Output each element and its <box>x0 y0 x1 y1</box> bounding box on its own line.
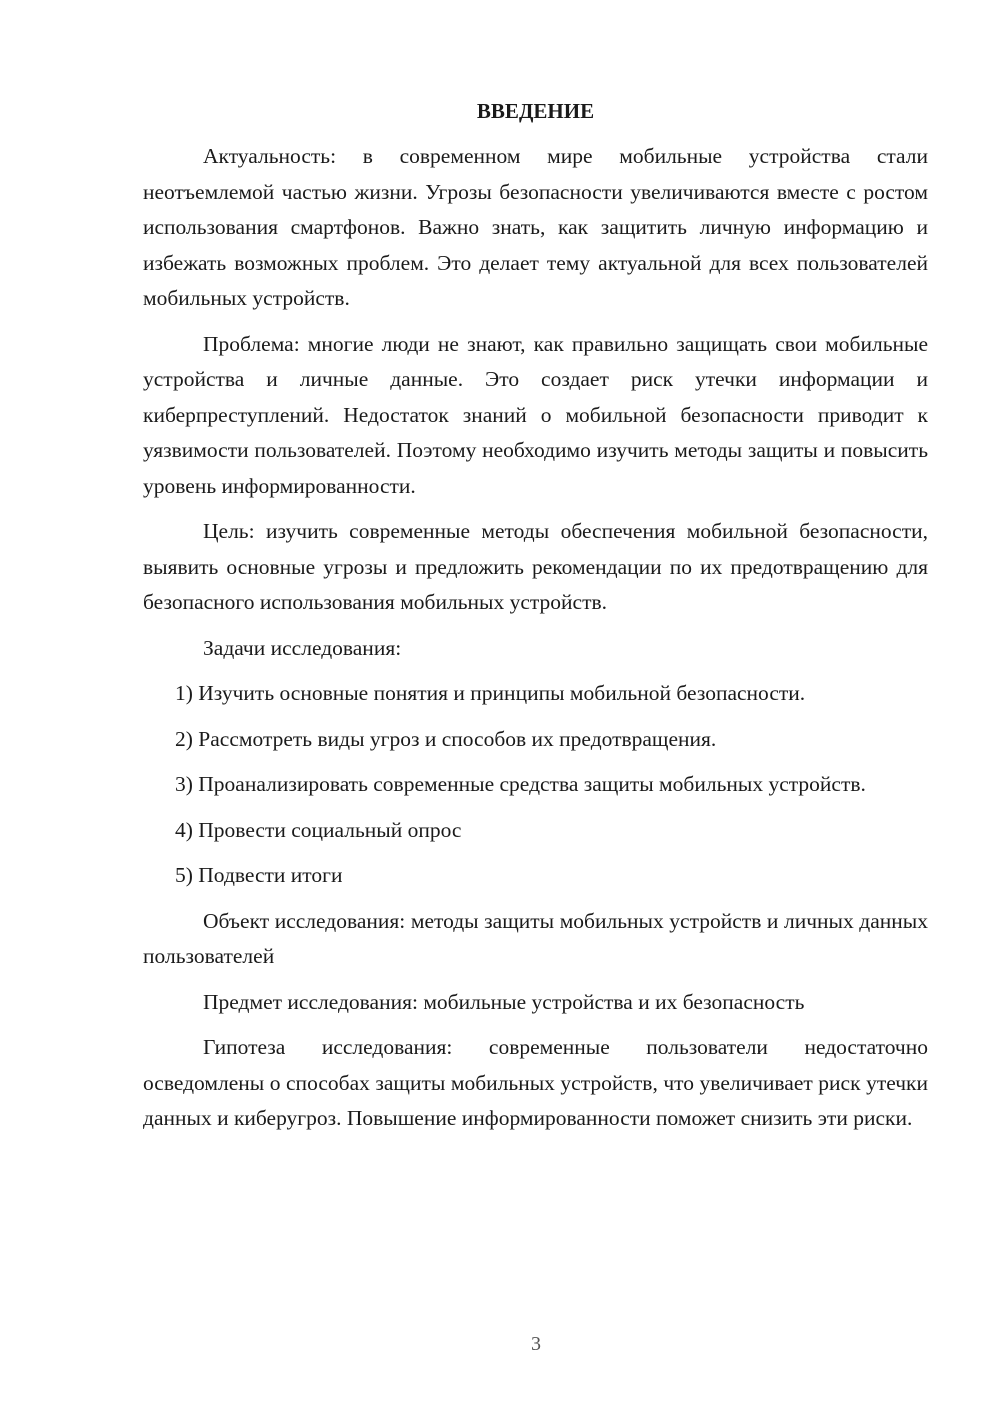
object-paragraph: Объект исследования: методы защиты мобильных устройств и личных данных пользователей <box>143 908 928 968</box>
document-page <box>143 94 928 1147</box>
relevance-paragraph: Актуальность: в современном мире мобильные устройства стали неотъемлемой частью жизни. Угрозы безопасности увеличиваются вместе с ростом использования смартфонов. Важно знать, как защитить личную информацию и избежать возможных проблем. Это делает тему актуальной для всех пользователей мобильных устройств. <box>143 144 928 310</box>
page-number: 3 <box>531 1333 541 1355</box>
tasks-heading: Задачи исследования: <box>203 635 402 660</box>
task-item-2: 2) Рассмотреть виды угроз и способов их предотвращения. <box>175 726 717 751</box>
section-title: ВВЕДЕНИЕ <box>476 99 595 123</box>
task-item-1: 1) Изучить основные понятия и принципы мобильной безопасности. <box>175 681 806 705</box>
task-item-3: 3) Проанализировать современные средства защиты мобильных устройств. <box>175 772 866 796</box>
problem-paragraph: Проблема: многие люди не знают, как правильно защищать свои мобильные устройства и личные данные. Это создает риск утечки информации и киберпреступлений. Недостаток знаний о мобильной безопасности приводит к уязвимости пользователей. Поэтому необходимо изучить методы защиты и повысить уровень информированности. <box>143 331 928 498</box>
hypothesis-paragraph: Гипотеза исследования: современные пользователи недостаточно осведомлены о способах защиты мобильных устройств, что увеличивает риск утечки данных и киберугроз. Повышение информированности поможет снизить эти риски. <box>143 1035 928 1130</box>
task-item-5: 5) Подвести итоги <box>175 863 343 887</box>
task-item-4: 4) Провести социальный опрос <box>175 817 462 842</box>
subject-paragraph: Предмет исследования: мобильные устройства и их безопасность <box>203 989 805 1014</box>
goal-paragraph: Цель: изучить современные методы обеспечения мобильной безопасности, выявить основные угрозы и предложить рекомендации по их предотвращению для безопасного использования мобильных устройств. <box>143 519 928 614</box>
